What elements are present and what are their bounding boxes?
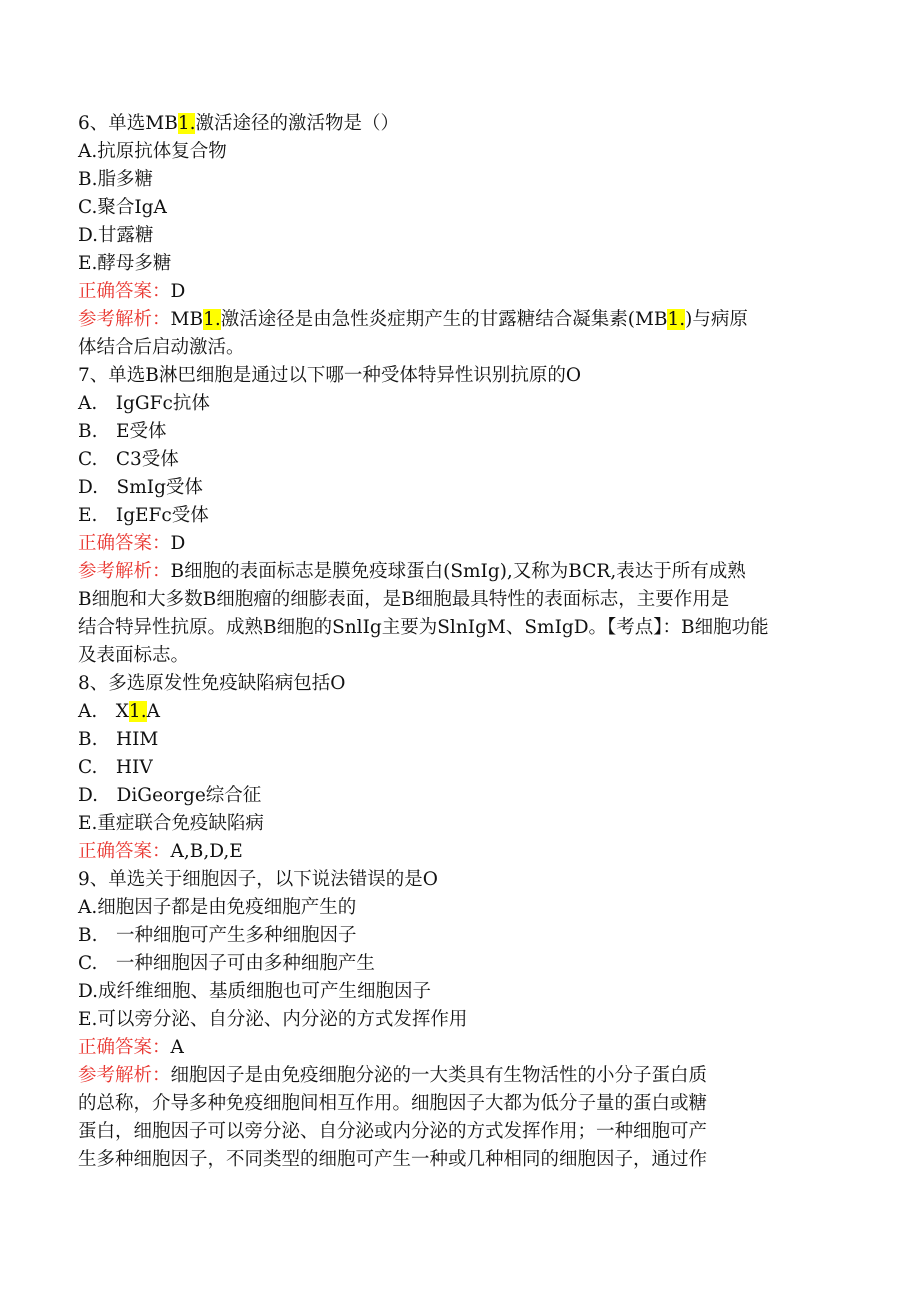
q7-explanation-line-1: [78, 558, 838, 586]
answer-label: 正确答案：: [78, 533, 171, 554]
q9-option-a: A.细胞因子都是由免疫细胞产生的: [78, 897, 357, 918]
question-8-stem: 8、多选原发性免疫缺陷病包括O: [78, 673, 346, 694]
q9-option-b: B. 一种细胞可产生多种细胞因子: [78, 925, 357, 946]
answer-value: A: [170, 1037, 184, 1058]
q7-explanation-line-4: 及表面标志。: [78, 645, 190, 666]
answer-label: 正确答案：: [78, 1037, 171, 1058]
q7-explanation-line-3: 结合特异性抗原。成熟B细胞的SnlIg主要为SlnIgM、SmIgD。【考点】：B细胞功能: [78, 617, 769, 638]
q9-option-d: D.成纤维细胞、基质细胞也可产生细胞因子: [78, 981, 432, 1002]
q8-answer: [78, 838, 838, 866]
answer-label: 正确答案：: [78, 281, 171, 302]
q9-explanation-line-1: [78, 1062, 838, 1090]
q6-stem-text-end: 激活途径的激活物是（）: [195, 113, 399, 134]
q7-option-b: B. E受体: [78, 421, 167, 442]
document-page: [78, 110, 838, 1174]
q6-stem-text: 6、单选MB: [78, 113, 178, 134]
q6-exp-highlight-1: 1.: [203, 309, 221, 330]
answer-value: A,B,D,E: [170, 841, 243, 862]
q8-option-c: C. HIV: [78, 757, 153, 778]
q6-stem-highlight: 1.: [177, 113, 196, 134]
q8-option-a: [78, 698, 838, 726]
q9-explanation-line-2: 的总称，介导多种免疫细胞间相互作用。细胞因子大都为低分子量的蛋白或糖: [78, 1093, 708, 1114]
question-9-stem: 9、单选关于细胞因子，以下说法错误的是O: [78, 869, 438, 890]
q8-option-e: E.重症联合免疫缺陷病: [78, 813, 264, 834]
explanation-label: 参考解析：: [78, 561, 171, 582]
q8-option-a-highlight: 1.: [128, 701, 147, 722]
q6-option-d: D.甘露糖: [78, 225, 154, 246]
q6-option-a: A.抗原抗体复合物: [78, 141, 227, 162]
q7-option-e: E. IgEFc受体: [78, 505, 209, 526]
q6-exp-text-3: )与病原: [685, 309, 748, 330]
q6-explanation-line-1: [78, 306, 838, 334]
answer-value: D: [170, 281, 186, 302]
answer-value: D: [170, 533, 186, 554]
q7-explanation-line-2: B细胞和大多数B细胞瘤的细膨表面，是B细胞最具特性的表面标志，主要作用是: [78, 589, 730, 610]
q7-option-a: A. IgGFc抗体: [78, 393, 210, 414]
q6-option-b: B.脂多糖: [78, 169, 153, 190]
q8-option-a-text-end: A: [146, 701, 160, 722]
q8-option-b: B. HIM: [78, 729, 159, 750]
q7-option-c: C. C3受体: [78, 449, 179, 470]
q6-exp-highlight-2: 1.: [667, 309, 686, 330]
q9-explanation-line-3: 蛋白，细胞因子可以旁分泌、自分泌或内分泌的方式发挥作用；一种细胞可产: [78, 1121, 708, 1142]
q7-exp-text-1: B细胞的表面标志是膜免疫球蛋白(SmIg),又称为BCR,表达于所有成熟: [170, 561, 746, 582]
q6-option-e: E.酵母多糖: [78, 253, 172, 274]
question-7-stem: 7、单选B淋巴细胞是通过以下哪一种受体特异性识别抗原的O: [78, 365, 582, 386]
question-6-stem: [78, 110, 838, 138]
q6-option-c: C.聚合IgA: [78, 197, 167, 218]
q6-exp-text-1: MB: [170, 309, 204, 330]
explanation-label: 参考解析：: [78, 1065, 171, 1086]
q9-explanation-line-4: 生多种细胞因子，不同类型的细胞可产生一种或几种相同的细胞因子，通过作: [78, 1149, 708, 1170]
q9-exp-text-1: 细胞因子是由免疫细胞分泌的一大类具有生物活性的小分子蛋白质: [170, 1065, 708, 1086]
q6-exp-text-2: 激活途径是由急性炎症期产生的甘露糖结合凝集素(MB: [220, 309, 668, 330]
q6-explanation-line-2: 体结合后启动激活。: [78, 337, 245, 358]
q8-option-a-text: A. X: [78, 701, 129, 722]
q9-answer: [78, 1034, 838, 1062]
q9-option-e: E.可以旁分泌、自分泌、内分泌的方式发挥作用: [78, 1009, 468, 1030]
q9-option-c: C. 一种细胞因子可由多种细胞产生: [78, 953, 375, 974]
q7-answer: [78, 530, 838, 558]
explanation-label: 参考解析：: [78, 309, 171, 330]
q6-answer: [78, 278, 838, 306]
q8-option-d: D. DiGeorge综合征: [78, 785, 262, 806]
answer-label: 正确答案：: [78, 841, 171, 862]
q7-option-d: D. SmIg受体: [78, 477, 203, 498]
